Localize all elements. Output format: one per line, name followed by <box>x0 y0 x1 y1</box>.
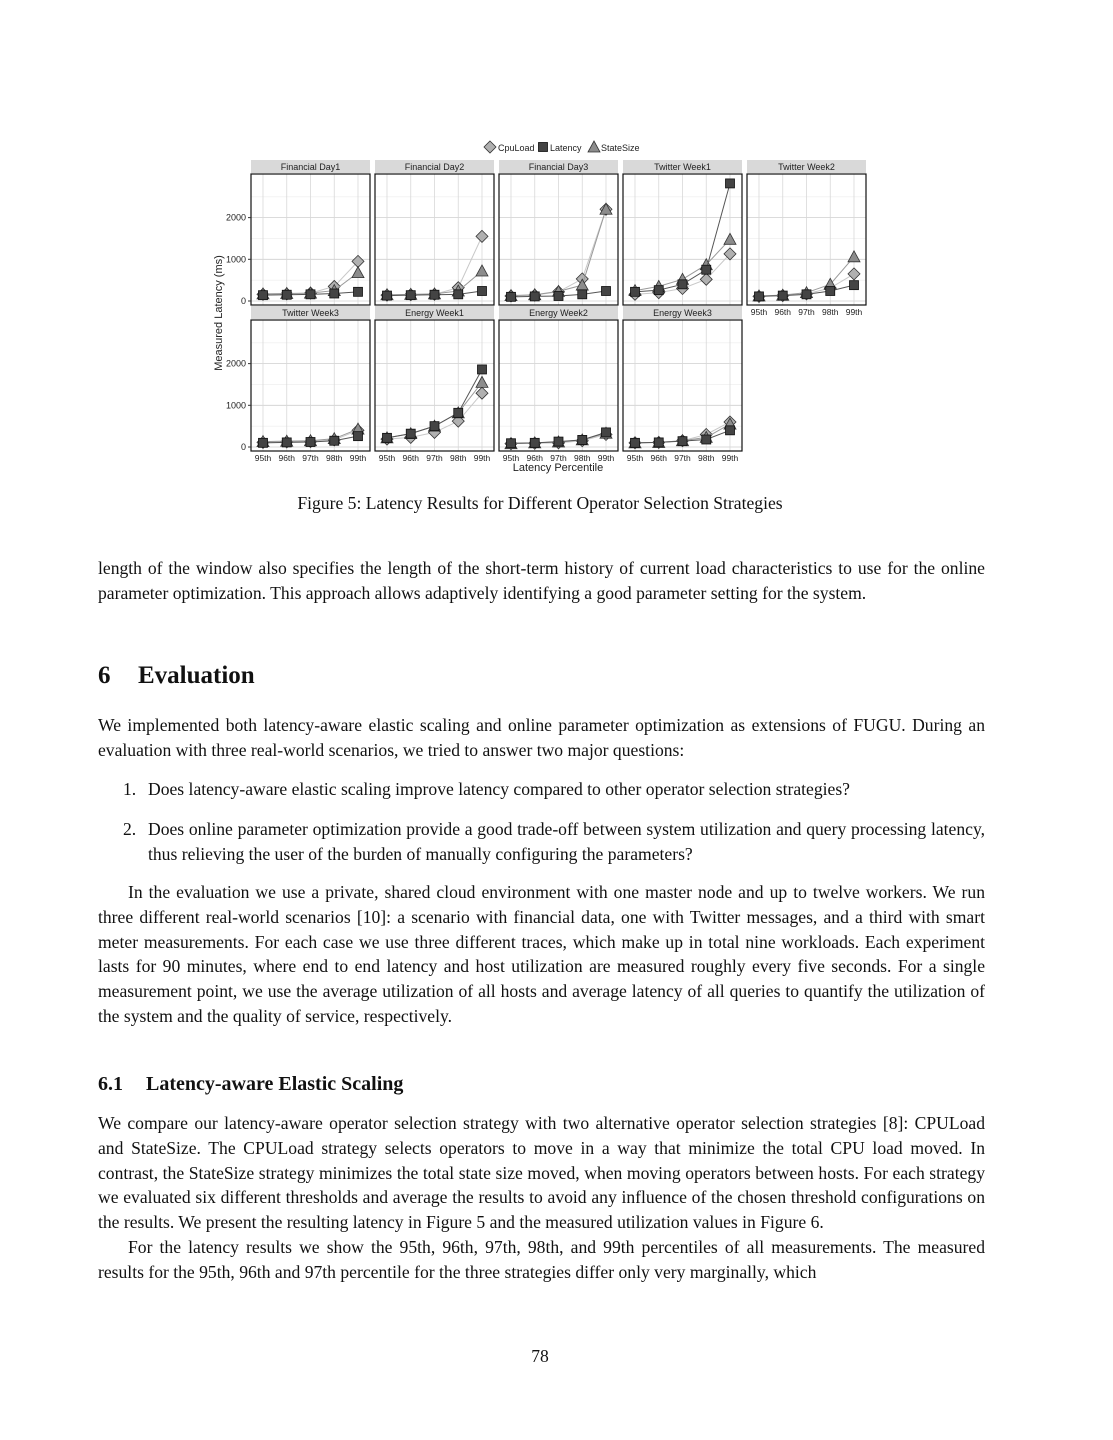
intro-paragraph: We implemented both latency-aware elastic scaling and online parameter optimization as extensions of FUGU. During an evaluation with three real-world scenarios, we tried to answer two major questions: <box>98 715 985 760</box>
list-text: Does online parameter optimization provide a good trade-off between system utilization and query processing latency, thus relieving the user of the burden of manually configuring the parameters? <box>148 819 985 865</box>
svg-text:98th: 98th <box>325 453 343 463</box>
latency-marker-icon <box>330 289 339 298</box>
svg-text:Twitter Week3: Twitter Week3 <box>282 308 339 318</box>
latency-marker-icon <box>778 291 787 300</box>
latency-marker-icon <box>478 365 487 374</box>
latency-marker-icon <box>631 287 640 296</box>
cpuload-marker-icon <box>848 268 860 280</box>
svg-text:Twitter Week1: Twitter Week1 <box>654 162 711 172</box>
cpuload-marker-icon <box>476 230 488 242</box>
latency-marker-icon <box>430 290 439 299</box>
latency-marker-icon <box>406 429 415 438</box>
svg-text:1000: 1000 <box>225 254 246 265</box>
latency-marker-icon <box>454 290 463 299</box>
latency-marker-icon <box>726 426 735 435</box>
latency-marker-icon <box>406 291 415 300</box>
svg-text:96th: 96th <box>402 453 420 463</box>
svg-text:95th: 95th <box>502 453 520 463</box>
latency-marker-icon <box>306 290 315 299</box>
subsection-title: Latency-aware Elastic Scaling <box>146 1073 404 1095</box>
latency-marker-icon <box>726 179 735 188</box>
latency-marker-icon <box>850 281 859 290</box>
statesize-marker-icon <box>848 251 860 262</box>
latency-marker-icon <box>826 286 835 295</box>
svg-text:96th: 96th <box>526 453 544 463</box>
figure-caption: Figure 5: Latency Results for Different Operator Selection Strategies <box>297 493 783 513</box>
svg-text:98th: 98th <box>573 453 591 463</box>
question-list <box>98 777 985 867</box>
svg-text:98th: 98th <box>697 453 715 463</box>
statesize-marker-icon <box>476 265 488 276</box>
paragraph-continued <box>98 556 985 606</box>
list-item <box>98 817 985 867</box>
subsection-heading <box>98 1073 403 1096</box>
statesize-marker-icon <box>724 233 736 244</box>
svg-text:98th: 98th <box>821 307 839 317</box>
latency-marker-icon <box>755 292 764 301</box>
svg-text:95th: 95th <box>378 453 396 463</box>
svg-text:99th: 99th <box>597 453 615 463</box>
statesize-marker-icon <box>588 141 600 152</box>
latency-marker-icon <box>678 280 687 289</box>
statesize-marker-icon <box>352 267 364 278</box>
latency-marker-icon <box>602 428 611 437</box>
svg-text:Energy Week2: Energy Week2 <box>529 308 588 318</box>
svg-text:96th: 96th <box>650 453 668 463</box>
svg-text:2000: 2000 <box>225 358 246 369</box>
latency-marker-icon <box>654 286 663 295</box>
latency-marker-icon <box>354 287 363 296</box>
latency-marker-icon <box>259 291 268 300</box>
svg-text:Latency Percentile: Latency Percentile <box>512 462 604 474</box>
cpuload-marker-icon <box>484 141 496 153</box>
latency-marker-icon <box>507 439 516 448</box>
paragraph-text: length of the window also specifies the length of the short-term history of current load characteristics to use for the online parameter optimization. This approach allows adaptively identifying a good parameter setting for the system. <box>98 558 985 603</box>
svg-text:Energy Week1: Energy Week1 <box>405 308 464 318</box>
section-heading <box>98 662 255 690</box>
svg-text:97th: 97th <box>302 453 319 463</box>
figure-5-chart <box>200 135 880 480</box>
svg-text:99th: 99th <box>845 307 863 317</box>
svg-text:99th: 99th <box>473 453 491 463</box>
latency-marker-icon <box>530 438 539 447</box>
latency-marker-icon <box>802 290 811 299</box>
latency-marker-icon <box>578 435 587 444</box>
latency-marker-icon <box>282 438 291 447</box>
latency-marker-icon <box>383 433 392 442</box>
svg-text:Financial Day2: Financial Day2 <box>404 162 465 172</box>
svg-text:Financial Day1: Financial Day1 <box>280 162 341 172</box>
svg-text:98th: 98th <box>449 453 467 463</box>
svg-text:96th: 96th <box>774 307 792 317</box>
svg-text:97th: 97th <box>798 307 815 317</box>
svg-text:97th: 97th <box>674 453 691 463</box>
latency-marker-icon <box>478 286 487 295</box>
svg-text:Twitter Week2: Twitter Week2 <box>778 162 835 172</box>
svg-text:95th: 95th <box>254 453 272 463</box>
latency-marker-icon <box>678 437 687 446</box>
comparison-block <box>98 1111 985 1285</box>
svg-text:97th: 97th <box>426 453 443 463</box>
latency-marker-icon <box>430 422 439 431</box>
svg-text:Latency: Latency <box>550 143 582 153</box>
latency-marker-icon <box>702 265 711 274</box>
svg-text:95th: 95th <box>750 307 768 317</box>
svg-text:95th: 95th <box>626 453 644 463</box>
svg-text:2000: 2000 <box>225 212 246 223</box>
svg-text:Financial Day3: Financial Day3 <box>528 162 589 172</box>
svg-text:Energy Week3: Energy Week3 <box>653 308 712 318</box>
svg-text:0: 0 <box>240 442 246 452</box>
setup-paragraph: In the evaluation we use a private, shared cloud environment with one master node and up to twelve workers. We run three different real-world scenarios [10]: a scenario with financial data, one with Twitter messages, and a third with smart meter measurements. For each case we use three different traces, which make up in total nine workloads. Each experiment lasts for 90 minutes, where end to end latency and host utilization are measured roughly every five seconds. For a single measurement point, we use the average utilization of all hosts and average latency of all queries to quantify the utilization of the system and the quality of service, respectively. <box>98 881 985 1026</box>
latency-marker-icon <box>383 291 392 300</box>
latency-marker-icon <box>330 436 339 445</box>
svg-text:1000: 1000 <box>225 400 246 411</box>
subsection-number: 6.1 <box>98 1073 123 1095</box>
latency-marker-icon <box>507 292 516 301</box>
svg-text:96th: 96th <box>278 453 296 463</box>
intro-block <box>98 713 985 1029</box>
latency-marker-icon <box>702 435 711 444</box>
compare-paragraph: We compare our latency-aware operator selection strategy with two alternative operator selection strategies [8]: CPULoad and StateSize. The CPULoad strategy selects operators to move in a way that minimize the total CPU load moved. In contrast, the StateSize strategy minimizes the total state size moved, when moving operators between hosts. For each strategy we evaluated six different thresholds and average the results to avoid any influence of the chosen threshold configurations on the results. We present the resulting latency in Figure 5 and the measured utilization values in Figure 6. <box>98 1113 985 1233</box>
latency-marker-icon <box>654 438 663 447</box>
results-paragraph: For the latency results we show the 95th, 96th, 97th, 98th, and 99th percentiles of all measurements. The measured results for the 95th, 96th and 97th percentile for the three strategies differ only very marginally, which <box>98 1236 985 1282</box>
list-item <box>98 777 985 802</box>
latency-marker-icon <box>539 143 548 152</box>
svg-text:Measured Latency (ms): Measured Latency (ms) <box>213 255 225 371</box>
svg-text:97th: 97th <box>550 453 567 463</box>
list-text: Does latency-aware elastic scaling improve latency compared to other operator selection strategies? <box>148 778 850 799</box>
latency-marker-icon <box>554 437 563 446</box>
latency-marker-icon <box>631 438 640 447</box>
svg-text:StateSize: StateSize <box>601 143 640 153</box>
section-number: 6 <box>98 662 111 689</box>
latency-marker-icon <box>454 408 463 417</box>
page-number: 78 <box>531 1346 549 1366</box>
latency-marker-icon <box>578 290 587 299</box>
latency-marker-icon <box>602 286 611 295</box>
svg-text:0: 0 <box>240 296 246 306</box>
latency-marker-icon <box>259 438 268 447</box>
list-number: 1. <box>123 778 137 799</box>
latency-marker-icon <box>282 290 291 299</box>
list-number: 2. <box>123 819 137 840</box>
svg-text:99th: 99th <box>721 453 739 463</box>
svg-text:99th: 99th <box>349 453 367 463</box>
latency-marker-icon <box>354 432 363 441</box>
svg-text:CpuLoad: CpuLoad <box>498 143 535 153</box>
latency-marker-icon <box>530 292 539 301</box>
latency-marker-icon <box>554 291 563 300</box>
latency-marker-icon <box>306 437 315 446</box>
section-title: Evaluation <box>138 662 255 689</box>
